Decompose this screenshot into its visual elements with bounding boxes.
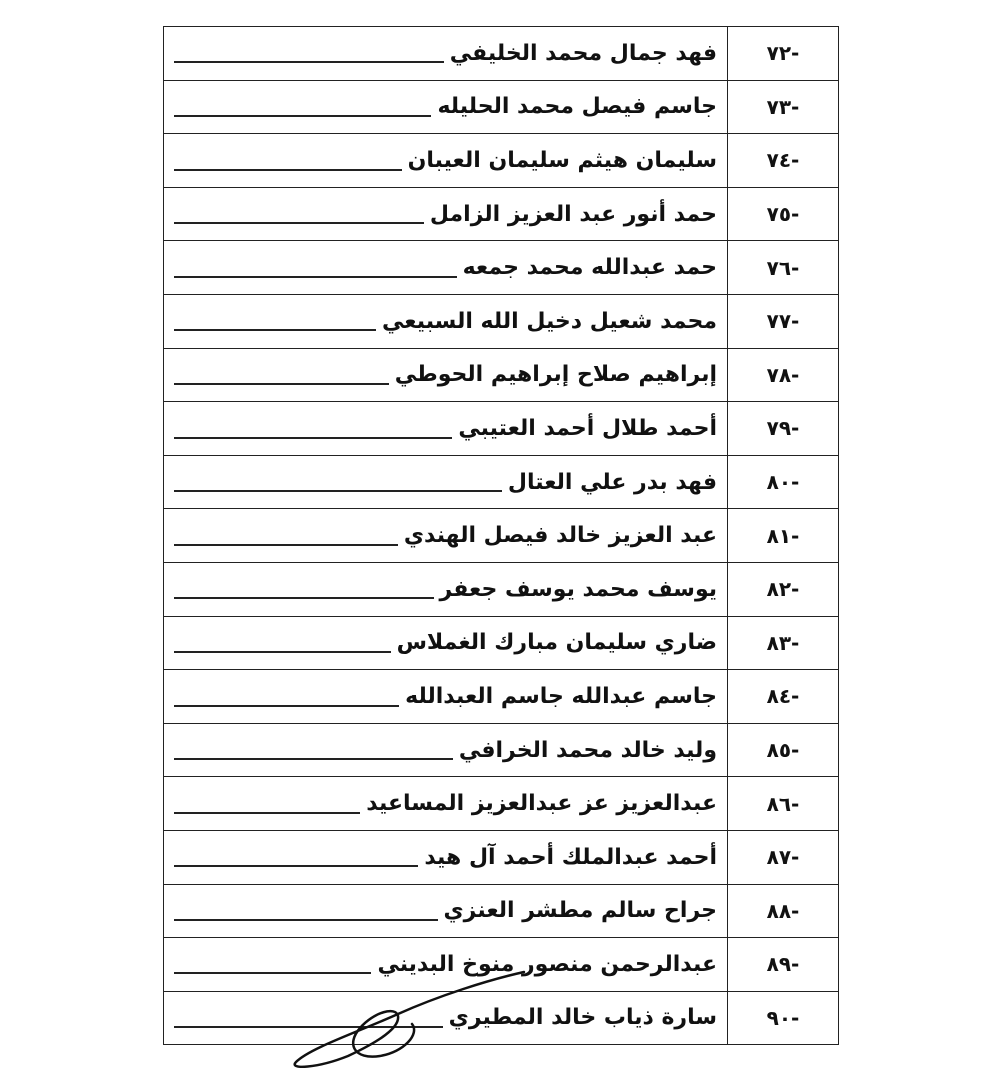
- person-name: يوسف محمد يوسف جعفر: [434, 577, 717, 602]
- table-row: [164, 670, 839, 724]
- person-name: فهد جمال محمد الخليفي: [444, 41, 717, 66]
- name-cell: [164, 241, 728, 295]
- name-cell: [164, 616, 728, 670]
- name-cell: [164, 402, 728, 456]
- person-name: حمد أنور عبد العزيز الزامل: [424, 202, 717, 227]
- table-row: [164, 938, 839, 992]
- table-row: [164, 241, 839, 295]
- name-cell: [164, 670, 728, 724]
- table-row: [164, 830, 839, 884]
- row-number: -٧٣: [766, 94, 800, 119]
- table-row: [164, 294, 839, 348]
- name-cell: [164, 884, 728, 938]
- person-name: حمد عبدالله محمد جمعه: [457, 255, 717, 280]
- number-cell: [728, 187, 839, 241]
- number-cell: [728, 562, 839, 616]
- number-cell: [728, 830, 839, 884]
- row-number: -٨٠: [766, 470, 800, 495]
- names-table: [163, 26, 839, 1045]
- row-number: -٧٢: [766, 41, 800, 66]
- person-name: سارة ذياب خالد المطيري: [443, 1005, 717, 1030]
- number-cell: [728, 134, 839, 188]
- number-cell: [728, 991, 839, 1045]
- table-row: [164, 991, 839, 1045]
- number-cell: [728, 884, 839, 938]
- name-cell: [164, 723, 728, 777]
- number-cell: [728, 348, 839, 402]
- number-cell: [728, 723, 839, 777]
- table-row: [164, 723, 839, 777]
- number-cell: [728, 938, 839, 992]
- person-name: جاسم فيصل محمد الحليله: [431, 94, 717, 119]
- row-number: -٨٥: [766, 738, 800, 763]
- number-cell: [728, 402, 839, 456]
- person-name: عبدالرحمن منصور منوخ البديني: [371, 952, 717, 977]
- name-cell: [164, 562, 728, 616]
- table-row: [164, 187, 839, 241]
- person-name: أحمد طلال أحمد العتيبي: [452, 416, 717, 441]
- table-row: [164, 509, 839, 563]
- name-cell: [164, 294, 728, 348]
- row-number: -٨٢: [766, 577, 800, 602]
- name-cell: [164, 348, 728, 402]
- table-row: [164, 616, 839, 670]
- row-number: -٨١: [766, 523, 800, 548]
- number-cell: [728, 27, 839, 81]
- row-number: -٧٤: [766, 148, 800, 173]
- number-cell: [728, 670, 839, 724]
- name-cell: [164, 187, 728, 241]
- person-name: فهد بدر علي العتال: [502, 470, 717, 495]
- row-number: -٨٣: [766, 630, 800, 655]
- number-cell: [728, 455, 839, 509]
- table-body: [164, 27, 839, 1045]
- person-name: ضاري سليمان مبارك الغملاس: [391, 630, 717, 655]
- name-cell: [164, 455, 728, 509]
- person-name: إبراهيم صلاح إبراهيم الحوطي: [389, 362, 717, 387]
- person-name: محمد شعيل دخيل الله السبيعي: [376, 309, 717, 334]
- name-cell: [164, 830, 728, 884]
- table-row: [164, 80, 839, 134]
- name-cell: [164, 938, 728, 992]
- row-number: -٩٠: [766, 1005, 800, 1030]
- row-number: -٨٧: [766, 845, 800, 870]
- table-row: [164, 777, 839, 831]
- person-name: عبدالعزيز عز عبدالعزيز المساعيد: [360, 791, 717, 816]
- name-cell: [164, 80, 728, 134]
- number-cell: [728, 80, 839, 134]
- name-cell: [164, 509, 728, 563]
- person-name: عبد العزيز خالد فيصل الهندي: [398, 523, 717, 548]
- person-name: وليد خالد محمد الخرافي: [453, 738, 717, 763]
- table-row: [164, 884, 839, 938]
- person-name: جاسم عبدالله جاسم العبدالله: [399, 684, 717, 709]
- row-number: -٨٤: [766, 684, 800, 709]
- person-name: جراح سالم مطشر العنزي: [438, 898, 718, 923]
- name-cell: [164, 27, 728, 81]
- table-row: [164, 562, 839, 616]
- row-number: -٧٨: [766, 362, 800, 387]
- table-row: [164, 348, 839, 402]
- table-row: [164, 402, 839, 456]
- row-number: -٧٧: [766, 309, 800, 334]
- row-number: -٧٦: [766, 255, 800, 280]
- row-number: -٧٩: [766, 416, 800, 441]
- number-cell: [728, 509, 839, 563]
- row-number: -٧٥: [766, 202, 800, 227]
- person-name: أحمد عبدالملك أحمد آل هيد: [418, 845, 717, 870]
- table-row: [164, 455, 839, 509]
- name-cell: [164, 991, 728, 1045]
- person-name: سليمان هيثم سليمان العيبان: [402, 148, 717, 173]
- row-number: -٨٩: [766, 952, 800, 977]
- table-row: [164, 134, 839, 188]
- number-cell: [728, 241, 839, 295]
- number-cell: [728, 294, 839, 348]
- table-row: [164, 27, 839, 81]
- name-cell: [164, 134, 728, 188]
- row-number: -٨٦: [766, 791, 800, 816]
- name-cell: [164, 777, 728, 831]
- row-number: -٨٨: [766, 898, 800, 923]
- number-cell: [728, 777, 839, 831]
- number-cell: [728, 616, 839, 670]
